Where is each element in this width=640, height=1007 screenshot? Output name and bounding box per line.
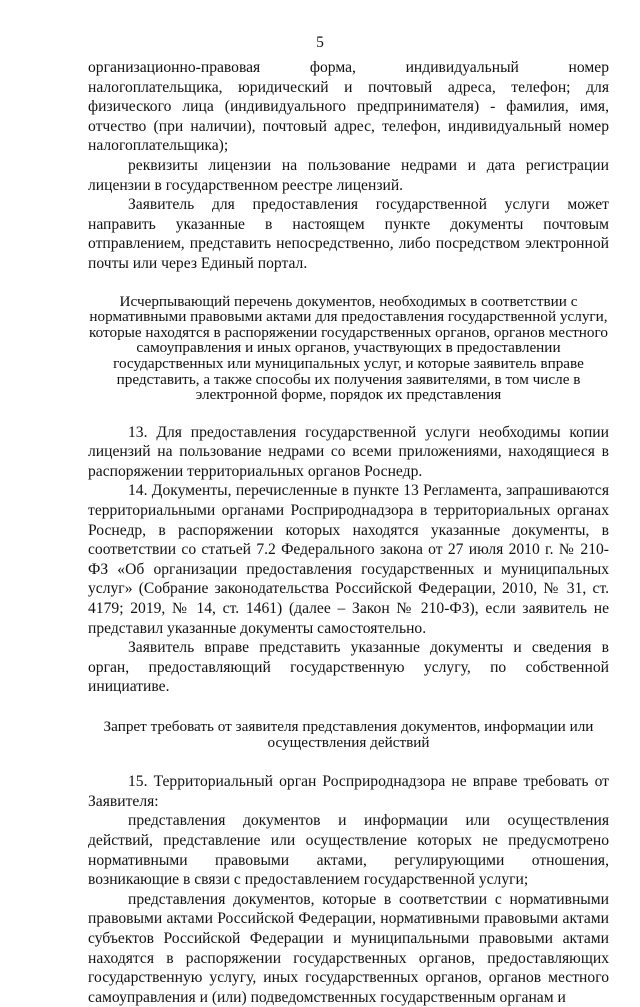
paragraph-applicant-details: организационно-правовая форма, индивидуальный номер налогоплательщика, юридический и почтовый адреса, телефон; для физического лица (индивидуального предпринимателя) - фамилия, имя, отчество (при наличии), почтовый адрес, телефон, индивидуальный номер налогоплательщика); <box>88 59 609 155</box>
paragraph-license-details: реквизиты лицензии на пользование недрами и дата регистрации лицензии в государственном реестре лицензий. <box>88 156 609 194</box>
paragraph-item-13: 13. Для предоставления государственной услуги необходимы копии лицензий на пользование недрами со всеми приложениями, находящиеся в распоряжении территориальных органов Роснедр. <box>88 423 609 480</box>
paragraph-prohibition-1: представления документов и информации или осуществления действий, представление или осуществление которых не предусмотрено нормативными правовыми актами, регулирующими отношения, возникающие в связи с предоставлением государственной услуги; <box>88 812 609 889</box>
paragraph-item-15: 15. Территориальный орган Росприроднадзора не вправе требовать от Заявителя: <box>88 773 609 810</box>
paragraph-submission-methods: Заявитель для предоставления государственной услуги может направить указанные в настоящем пункте документы почтовым отправлением, представить непосредственно, либо посредством электронной почты или через Единый портал. <box>88 196 609 272</box>
section-heading-prohibition: Запрет требовать от заявителя представления документов, информации или осуществления действий <box>103 718 594 751</box>
section-heading-documents-list: Исчерпывающий перечень документов, необходимых в соответствии с нормативными правовыми актами для предоставления государственной услуги, которые находятся в распоряжении государственных органов, органов местного самоуправления и иных органов, участвующих в предоставлении государственных или муниципальных услуг, и которые заявитель вправе представить, а также способы их получения заявителями, в том числе в электронной форме, порядок их представления <box>89 292 608 404</box>
paragraph-item-14: 14. Документы, перечисленные в пункте 13 Регламента, запрашиваются территориальными органами Росприроднадзора в территориальных органах Роснедр, в распоряжении которых находятся указанные документы, в соответствии со статьей 7.2 Федерального закона от 27 июля 2010 г. № 210-ФЗ «Об организации предоставления государственных и муниципальных услуг» (Собрание законодательства Российской Федерации, 2010, № 31, ст. 4179; 2019, № 14, ст. 1461) (далее – Закон № 210-ФЗ), если заявитель не представил указанные документы самостоятельно. <box>88 482 609 637</box>
paragraph-prohibition-2: представления документов, которые в соответствии с нормативными правовыми актами Российской Федерации, нормативными правовыми актами субъектов Российской Федерации и муниципальными правовыми актами находятся в распоряжении государственных органов, предоставляющих государственную услугу, иных государственных органов, органов местного самоуправления и (или) подведомственных государственным органам и <box>88 890 609 1006</box>
document-body <box>88 58 609 1007</box>
page-number: 5 <box>316 34 324 51</box>
paragraph-own-initiative: Заявитель вправе представить указанные документы и сведения в орган, предоставляющий государственную услугу, по собственной инициативе. <box>88 639 609 696</box>
